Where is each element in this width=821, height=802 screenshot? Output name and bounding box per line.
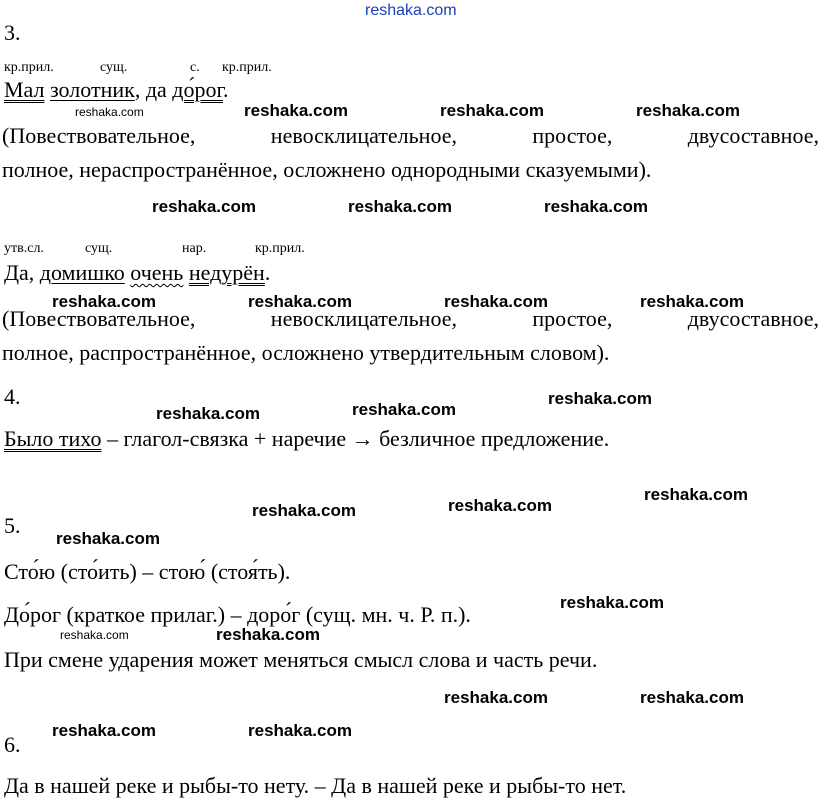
sentence-2 (4, 260, 270, 286)
label-utv-sl: утв.сл. (4, 241, 44, 256)
label-kr-pril-2: кр.прил. (222, 60, 272, 75)
grammar-basis: Было тихо (4, 426, 102, 451)
section-4-rest: – глагол-связка + наречие → безличное предложение. (101, 426, 610, 451)
word-mal: Мал (4, 77, 45, 102)
section-3-number: 3. (4, 20, 21, 45)
label-sushch-2: сущ. (85, 241, 113, 256)
section-5-line-1: Сто́ю (сто́ить) – стою́ (стоя́ть). (4, 559, 291, 584)
label-kr-pril-3: кр.прил. (255, 241, 305, 256)
watermark: reshaka.com (248, 721, 352, 740)
sentence-2-desc-line-1: (Повествовательное, невосклицательное, простое, двусоставное, (2, 306, 819, 331)
section-4-text (4, 426, 609, 452)
word-domishko: домишко (39, 260, 125, 285)
watermark: reshaka.com (248, 292, 352, 311)
watermark: reshaka.com (444, 688, 548, 707)
watermark: reshaka.com (640, 688, 744, 707)
label-nar: нар. (182, 241, 207, 256)
watermark: reshaka.com (548, 389, 652, 408)
word-da-2: Да, (4, 260, 40, 285)
label-kr-pril-1: кр.прил. (4, 60, 54, 75)
watermark: reshaka.com (640, 292, 744, 311)
watermark: reshaka.com (636, 101, 740, 120)
section-5-line-3: При смене ударения может меняться смысл слова и часть речи. (4, 647, 598, 672)
word-ochen: очень (130, 260, 184, 285)
sentence-1 (4, 77, 229, 103)
watermark: reshaka.com (448, 496, 552, 515)
section-6-line-1: Да в нашей реке и рыбы-то нету. – Да в нашей реке и рыбы-то нет. (4, 773, 627, 798)
word-da: , да (134, 77, 173, 102)
word-zolotnik: золотник (50, 77, 135, 102)
watermark: reshaka.com (440, 101, 544, 120)
word-dorog: до́рог (172, 77, 224, 102)
watermark-top: reshaka.com (365, 2, 457, 19)
watermark: reshaka.com (244, 101, 348, 120)
watermark: reshaka.com (544, 197, 648, 216)
period-1: . (223, 77, 229, 102)
watermark: reshaka.com (156, 404, 260, 423)
section-4-number: 4. (4, 384, 21, 409)
watermark: reshaka.com (252, 501, 356, 520)
watermark: reshaka.com (52, 721, 156, 740)
period-2: . (264, 260, 271, 285)
watermark: reshaka.com (216, 625, 320, 644)
watermark: reshaka.com (644, 485, 748, 504)
section-6-number: 6. (4, 732, 21, 757)
watermark: reshaka.com (75, 105, 144, 119)
watermark: reshaka.com (52, 292, 156, 311)
sentence-2-desc-line-2: полное, распространённое, осложнено утвердительным словом). (2, 340, 610, 365)
watermark: reshaka.com (60, 628, 129, 642)
word-nedurion: недурён (188, 260, 265, 285)
watermark: reshaka.com (560, 593, 664, 612)
watermark: reshaka.com (352, 400, 456, 419)
watermark: reshaka.com (444, 292, 548, 311)
label-sushch-1: сущ. (100, 60, 128, 75)
label-s: с. (190, 60, 200, 75)
sentence-1-desc-line-2: полное, нераспространённое, осложнено однородными сказуемыми). (2, 157, 652, 182)
section-5-line-2: До́рог (краткое прилаг.) – доро́г (сущ. мн. ч. Р. п.). (4, 602, 471, 627)
watermark: reshaka.com (348, 197, 452, 216)
sentence-1-desc-line-1: (Повествовательное, невосклицательное, простое, двусоставное, (2, 123, 819, 148)
watermark: reshaka.com (56, 529, 160, 548)
watermark: reshaka.com (152, 197, 256, 216)
section-5-number: 5. (4, 513, 21, 538)
